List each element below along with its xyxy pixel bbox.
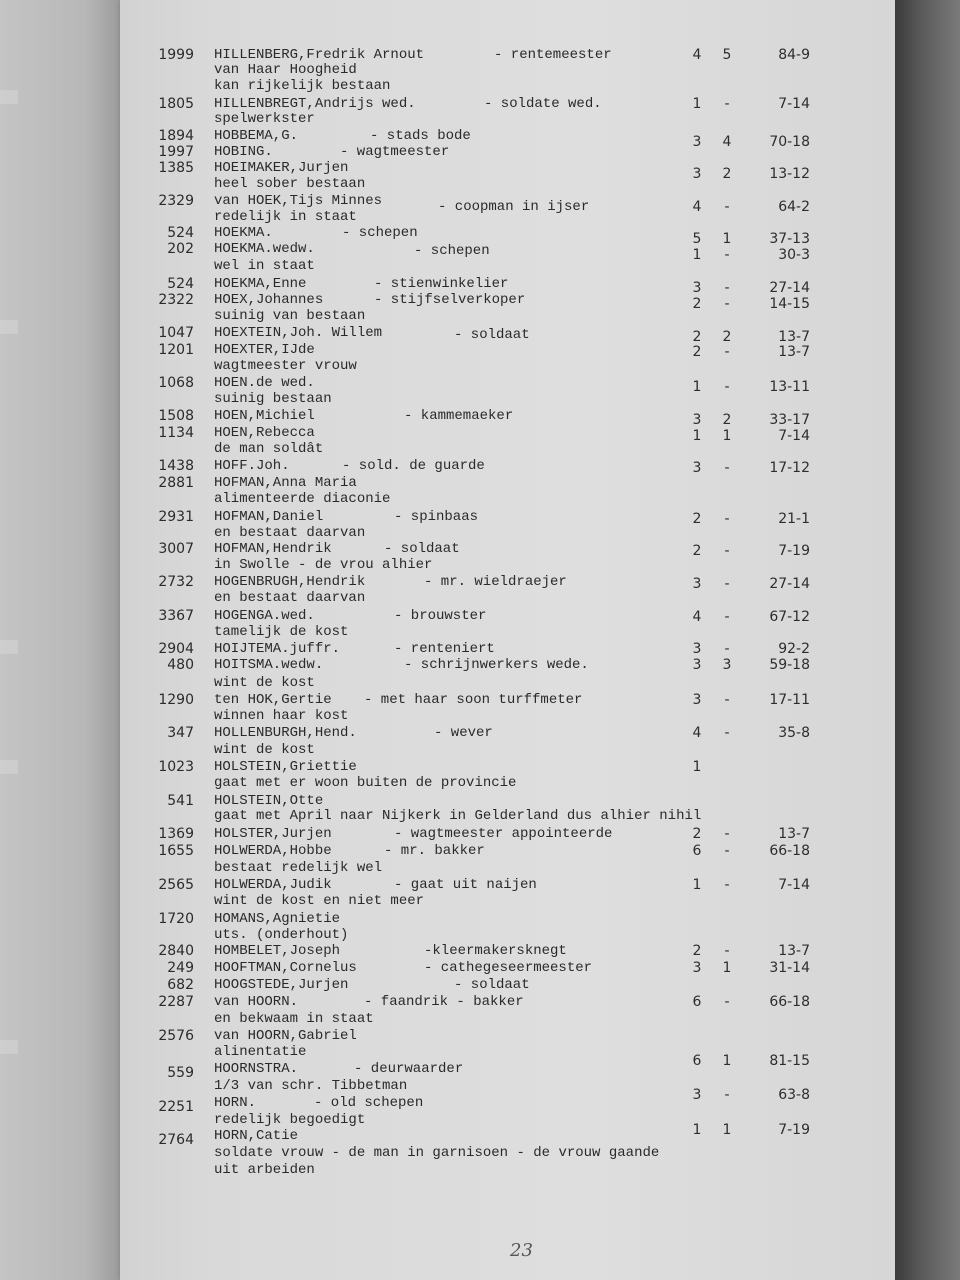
left-page-edge bbox=[0, 0, 120, 1280]
entry-occupation: - schepen bbox=[414, 243, 490, 259]
entry-row bbox=[120, 608, 895, 625]
entry-name: HOEKMA.wedw. bbox=[214, 241, 315, 257]
entry-row bbox=[120, 641, 895, 658]
entry-number: 1369 bbox=[158, 826, 194, 842]
entry-occupation: - coopman in ijser bbox=[438, 199, 590, 215]
entry-occupation: - stienwinkelier bbox=[374, 276, 509, 292]
entry-number: 2329 bbox=[158, 193, 194, 209]
entry-name: HOBBEMA,G. bbox=[214, 128, 299, 144]
entry-occupation: - mr. wieldraejer bbox=[424, 574, 567, 590]
entry-note: suinig van bestaan bbox=[214, 308, 366, 324]
entry-col2: - bbox=[724, 826, 730, 842]
entry-note: winnen haar kost bbox=[214, 708, 349, 724]
entry-note: en bestaat daarvan bbox=[214, 525, 366, 541]
entry-col2: 5 bbox=[722, 47, 732, 63]
entry-name: HILLENBREGT,Andrijs wed. bbox=[214, 96, 416, 112]
entry-name: van HOORN. bbox=[214, 994, 299, 1010]
entry-col1: 4 bbox=[692, 725, 702, 741]
entry-occupation: - soldate wed. bbox=[484, 96, 602, 112]
entry-col1: 1 bbox=[692, 877, 702, 893]
entry-col2: 1 bbox=[722, 231, 732, 247]
entry-col3: 21-1 bbox=[778, 511, 810, 527]
entry-col2: 1 bbox=[722, 1122, 732, 1138]
entry-col1: 5 bbox=[692, 231, 702, 247]
entry-number: 347 bbox=[167, 725, 194, 741]
entry-row bbox=[120, 325, 895, 345]
entry-col1: 6 bbox=[692, 994, 702, 1010]
entry-occupation: - faandrik - bakker bbox=[364, 994, 524, 1010]
entry-occupation: - stads bode bbox=[370, 128, 471, 144]
entry-note: spelwerkster bbox=[214, 111, 315, 127]
entry-occupation: - deurwaarder bbox=[354, 1061, 464, 1077]
entry-name: HOEIMAKER,Jurjen bbox=[214, 160, 349, 176]
entry-occupation: - gaat uit naijen bbox=[394, 877, 537, 893]
entry-col1: 2 bbox=[692, 826, 702, 842]
entry-number: 1134 bbox=[158, 425, 194, 441]
entry-name: HOITSMA.wedw. bbox=[214, 657, 324, 673]
entry-row bbox=[120, 657, 895, 674]
entry-number: 524 bbox=[167, 276, 194, 292]
entry-note: uts. (onderhout) bbox=[214, 927, 349, 943]
entry-row bbox=[120, 692, 895, 709]
entry-col1: 1 bbox=[692, 428, 702, 444]
entry-col2: - bbox=[724, 247, 730, 263]
entry-number: 2840 bbox=[158, 943, 194, 959]
entry-col3: 7-14 bbox=[778, 96, 810, 112]
entry-note: uit arbeiden bbox=[214, 1162, 315, 1178]
entry-number: 480 bbox=[167, 657, 194, 673]
entry-occupation: - soldaat bbox=[454, 977, 530, 993]
entry-number: 1508 bbox=[158, 408, 194, 424]
entry-number: 2576 bbox=[158, 1028, 194, 1044]
entry-col3: 63-8 bbox=[778, 1087, 810, 1103]
entry-col1: 2 bbox=[692, 344, 702, 360]
entry-note: tamelijk de kost bbox=[214, 624, 349, 640]
entry-col3: 7-19 bbox=[778, 543, 810, 559]
entry-note: redelijk begoedigt bbox=[214, 1112, 366, 1128]
entry-row bbox=[120, 826, 895, 843]
entry-name: van HOORN,Gabriel bbox=[214, 1028, 357, 1044]
entry-row bbox=[120, 375, 895, 395]
entry-col1: 3 bbox=[692, 460, 702, 476]
entry-col3: 30-3 bbox=[778, 247, 810, 263]
entry-number: 1655 bbox=[158, 843, 194, 859]
entry-row bbox=[120, 1053, 895, 1081]
entry-name: HOIJTEMA.juffr. bbox=[214, 641, 341, 657]
entry-col1: 3 bbox=[692, 280, 702, 296]
entry-col3: 13-7 bbox=[778, 344, 810, 360]
entry-name: HOEN,Michiel bbox=[214, 408, 315, 424]
entry-col2: - bbox=[724, 344, 730, 360]
entry-occupation: - cathegeseermeester bbox=[424, 960, 593, 976]
entry-col1: 4 bbox=[692, 609, 702, 625]
entry-note: en bekwaam in staat bbox=[214, 1011, 374, 1027]
entry-row bbox=[120, 1122, 895, 1148]
entry-number: 2764 bbox=[158, 1132, 194, 1148]
entry-row bbox=[120, 225, 895, 247]
entry-col1: 1 bbox=[692, 759, 702, 775]
entry-col2: 4 bbox=[722, 134, 732, 150]
entry-col3: 14-15 bbox=[769, 296, 810, 312]
entry-row bbox=[120, 877, 895, 894]
entry-col3: 7-14 bbox=[778, 877, 810, 893]
entry-occupation: - wagtmeester appointeerde bbox=[394, 826, 613, 842]
entry-occupation: - schepen bbox=[342, 225, 418, 241]
entry-row bbox=[120, 541, 895, 558]
entry-name: HOMANS,Agnietie bbox=[214, 911, 341, 927]
entry-note: van Haar Hoogheid bbox=[214, 62, 357, 78]
entry-number: 1720 bbox=[158, 911, 194, 927]
entry-col2: - bbox=[724, 641, 730, 657]
entry-occupation: - soldaat bbox=[384, 541, 460, 557]
entry-col2: - bbox=[724, 280, 730, 296]
entry-occupation: - soldaat bbox=[454, 327, 530, 343]
entry-note: gaat met er woon buiten de provincie bbox=[214, 775, 517, 791]
entry-name: HOLSTER,Jurjen bbox=[214, 826, 332, 842]
entry-number: 1068 bbox=[158, 375, 194, 391]
entry-name: ten HOK,Gertie bbox=[214, 692, 332, 708]
entry-col1: 2 bbox=[692, 543, 702, 559]
entry-name: HOEKMA,Enne bbox=[214, 276, 307, 292]
entry-occupation: - wever bbox=[434, 725, 493, 741]
entry-note: heel sober bestaan bbox=[214, 176, 366, 192]
entry-col2: - bbox=[724, 576, 730, 592]
entry-note: wint de kost bbox=[214, 742, 315, 758]
entry-note: 1/3 van schr. Tibbetman bbox=[214, 1078, 408, 1094]
entry-row bbox=[120, 144, 895, 161]
entry-number: 3007 bbox=[158, 541, 194, 557]
entry-col2: - bbox=[724, 943, 730, 959]
entry-note: wagtmeester vrouw bbox=[214, 358, 357, 374]
entry-name: HOMBELET,Joseph bbox=[214, 943, 341, 959]
entry-name: HOGENGA.wed. bbox=[214, 608, 315, 624]
entry-row bbox=[120, 458, 895, 475]
entry-row bbox=[120, 960, 895, 977]
entry-col1: 1 bbox=[692, 379, 702, 395]
entry-col2: - bbox=[724, 843, 730, 859]
entry-col1: 2 bbox=[692, 511, 702, 527]
entry-name: HOOGSTEDE,Jurjen bbox=[214, 977, 349, 993]
entry-occupation: - rentemeester bbox=[494, 47, 612, 63]
entry-number: 2565 bbox=[158, 877, 194, 893]
entry-col2: - bbox=[724, 994, 730, 1010]
entry-occupation: - sold. de guarde bbox=[342, 458, 485, 474]
entry-col3: 37-13 bbox=[769, 231, 810, 247]
entry-number: 1805 bbox=[158, 96, 194, 112]
entry-note: de man soldât bbox=[214, 441, 324, 457]
entry-number: 1023 bbox=[158, 759, 194, 775]
entry-col3: 66-18 bbox=[769, 994, 810, 1010]
entry-occupation: - old schepen bbox=[314, 1095, 424, 1111]
entry-name: HOLSTEIN,Otte bbox=[214, 793, 324, 809]
entry-name: HOEN.de wed. bbox=[214, 375, 315, 391]
entry-row bbox=[120, 1028, 895, 1045]
entry-occupation: -kleermakersknegt bbox=[424, 943, 567, 959]
entry-row bbox=[120, 843, 895, 860]
entry-note: alinentatie bbox=[214, 1044, 307, 1060]
entry-name: HOEX,Johannes bbox=[214, 292, 324, 308]
entry-col3: 35-8 bbox=[778, 725, 810, 741]
entry-col2: - bbox=[724, 543, 730, 559]
entry-name: HOGENBRUGH,Hendrik bbox=[214, 574, 366, 590]
entry-number: 2251 bbox=[158, 1099, 194, 1115]
entry-col3: 13-12 bbox=[769, 166, 810, 182]
entry-occupation: - kammemaeker bbox=[404, 408, 514, 424]
entry-name: HOEXTER,IJde bbox=[214, 342, 315, 358]
entry-col3: 27-14 bbox=[769, 576, 810, 592]
entry-col1: 3 bbox=[692, 657, 702, 673]
entry-col3: 13-11 bbox=[769, 379, 810, 395]
entry-number: 1997 bbox=[158, 144, 194, 160]
entry-row bbox=[120, 977, 895, 994]
entry-col2: - bbox=[724, 511, 730, 527]
entry-col2: - bbox=[724, 296, 730, 312]
entry-number: 559 bbox=[167, 1065, 194, 1081]
entry-col2: - bbox=[724, 199, 730, 215]
entry-note: alimenteerde diaconie bbox=[214, 491, 391, 507]
entry-note: wint de kost en niet meer bbox=[214, 893, 425, 909]
entry-col3: 81-15 bbox=[769, 1053, 810, 1069]
entry-row bbox=[120, 994, 895, 1011]
entry-number: 202 bbox=[167, 241, 194, 257]
entry-col1: 3 bbox=[692, 412, 702, 428]
document-page bbox=[120, 0, 895, 1280]
entry-row bbox=[120, 725, 895, 742]
entry-col1: 4 bbox=[692, 47, 702, 63]
entry-col2: - bbox=[724, 379, 730, 395]
entry-row bbox=[120, 574, 895, 591]
entry-col3: 7-19 bbox=[778, 1122, 810, 1138]
entry-note: wel in staat bbox=[214, 258, 315, 274]
entry-col3: 92-2 bbox=[778, 641, 810, 657]
entry-name: HOLLENBURGH,Hend. bbox=[214, 725, 357, 741]
entry-number: 2881 bbox=[158, 475, 194, 491]
entry-row bbox=[120, 241, 895, 263]
entry-row bbox=[120, 276, 895, 296]
entry-row bbox=[120, 193, 895, 215]
entry-col2: 2 bbox=[722, 166, 732, 182]
entry-col1: 6 bbox=[692, 1053, 702, 1069]
entry-name: HOLWERDA,Judik bbox=[214, 877, 332, 893]
entry-col2: 1 bbox=[722, 960, 732, 976]
entry-col1: 3 bbox=[692, 641, 702, 657]
entry-number: 2931 bbox=[158, 509, 194, 525]
entry-name: HOFMAN,Anna Maria bbox=[214, 475, 357, 491]
entry-row bbox=[120, 509, 895, 526]
entry-note: en bestaat daarvan bbox=[214, 590, 366, 606]
entry-note: gaat met April naar Nijkerk in Gelderland dus alhier nihil bbox=[214, 808, 702, 824]
entry-number: 2322 bbox=[158, 292, 194, 308]
entry-number: 1290 bbox=[158, 692, 194, 708]
entry-row bbox=[120, 160, 895, 182]
entry-name: HOOFTMAN,Cornelus bbox=[214, 960, 357, 976]
entry-col3: 27-14 bbox=[769, 280, 810, 296]
entry-name: HOEN,Rebecca bbox=[214, 425, 315, 441]
entry-number: 541 bbox=[167, 793, 194, 809]
entry-note: suinig bestaan bbox=[214, 391, 332, 407]
entry-col2: 1 bbox=[722, 1053, 732, 1069]
entry-col1: 3 bbox=[692, 1087, 702, 1103]
entry-row bbox=[120, 128, 895, 150]
entry-number: 3367 bbox=[158, 608, 194, 624]
entry-col1: 4 bbox=[692, 199, 702, 215]
entry-col2: - bbox=[724, 877, 730, 893]
entry-col3: 17-11 bbox=[769, 692, 810, 708]
entry-col3: 59-18 bbox=[769, 657, 810, 673]
entry-name: HOLWERDA,Hobbe bbox=[214, 843, 332, 859]
entry-col3: 13-7 bbox=[778, 826, 810, 842]
entry-occupation: - schrijnwerkers wede. bbox=[404, 657, 589, 673]
entry-col2: - bbox=[724, 609, 730, 625]
entry-name: van HOEK,Tijs Minnes bbox=[214, 193, 383, 209]
entry-row bbox=[120, 425, 895, 442]
entry-col1: 3 bbox=[692, 576, 702, 592]
entry-note: kan rijkelijk bestaan bbox=[214, 78, 391, 94]
entry-col1: 3 bbox=[692, 166, 702, 182]
entry-col2: 1 bbox=[722, 428, 732, 444]
entry-number: 1894 bbox=[158, 128, 194, 144]
entry-col2: 3 bbox=[722, 657, 732, 673]
entry-name: HOFMAN,Hendrik bbox=[214, 541, 332, 557]
entry-number: 1999 bbox=[158, 47, 194, 63]
entry-number: 1201 bbox=[158, 342, 194, 358]
binding-shadow bbox=[895, 0, 960, 1280]
entry-name: HOEXTEIN,Joh. Willem bbox=[214, 325, 383, 341]
entry-name: HILLENBERG,Fredrik Arnout bbox=[214, 47, 425, 63]
entry-name: HOLSTEIN,Griettie bbox=[214, 759, 357, 775]
entry-occupation: - brouwster bbox=[394, 608, 487, 624]
entry-occupation: - met haar soon turffmeter bbox=[364, 692, 583, 708]
entry-col2: 2 bbox=[722, 329, 732, 345]
entry-col3: 67-12 bbox=[769, 609, 810, 625]
entry-number: 1047 bbox=[158, 325, 194, 341]
entry-col2: 2 bbox=[722, 412, 732, 428]
entry-col3: 64-2 bbox=[778, 199, 810, 215]
entry-col1: 1 bbox=[692, 1122, 702, 1138]
entry-number: 249 bbox=[167, 960, 194, 976]
entry-name: HOFF.Joh. bbox=[214, 458, 290, 474]
entry-note: wint de kost bbox=[214, 675, 315, 691]
entry-col1: 3 bbox=[692, 960, 702, 976]
entry-col2: - bbox=[724, 460, 730, 476]
entry-number: 524 bbox=[167, 225, 194, 241]
entry-note: soldate vrouw - de man in garnisoen - de vrouw gaande bbox=[214, 1145, 660, 1161]
entry-col1: 1 bbox=[692, 247, 702, 263]
entry-note: bestaat redelijk wel bbox=[214, 860, 383, 876]
entry-col3: 66-18 bbox=[769, 843, 810, 859]
entry-occupation: - renteniert bbox=[394, 641, 495, 657]
entry-number: 1438 bbox=[158, 458, 194, 474]
entry-col3: 31-14 bbox=[769, 960, 810, 976]
entry-col3: 7-14 bbox=[778, 428, 810, 444]
entry-col3: 17-12 bbox=[769, 460, 810, 476]
entry-name: HOEKMA. bbox=[214, 225, 273, 241]
entry-col2: - bbox=[724, 692, 730, 708]
entry-row bbox=[120, 475, 895, 492]
entry-col2: - bbox=[724, 96, 730, 112]
entry-row bbox=[120, 408, 895, 428]
page-number: 23 bbox=[510, 1240, 533, 1261]
entry-name: HORN,Catie bbox=[214, 1128, 299, 1144]
entry-col1: 3 bbox=[692, 134, 702, 150]
entry-row bbox=[120, 943, 895, 960]
entry-number: 2732 bbox=[158, 574, 194, 590]
entry-name: HOORNSTRA. bbox=[214, 1061, 299, 1077]
entry-occupation: - stijfselverkoper bbox=[374, 292, 526, 308]
entry-col3: 70-18 bbox=[769, 134, 810, 150]
entry-occupation: - wagtmeester bbox=[340, 144, 450, 160]
entry-occupation: - mr. bakker bbox=[384, 843, 485, 859]
entry-row bbox=[120, 342, 895, 359]
entry-number: 1385 bbox=[158, 160, 194, 176]
entry-name: HOFMAN,Daniel bbox=[214, 509, 324, 525]
entry-number: 2904 bbox=[158, 641, 194, 657]
entry-col1: 2 bbox=[692, 943, 702, 959]
entry-col3: 33-17 bbox=[769, 412, 810, 428]
entry-note: redelijk in staat bbox=[214, 209, 357, 225]
entry-col1: 3 bbox=[692, 692, 702, 708]
entry-col3: 13-7 bbox=[778, 943, 810, 959]
entry-number: 2287 bbox=[158, 994, 194, 1010]
entry-row bbox=[120, 759, 895, 776]
entry-col2: - bbox=[724, 725, 730, 741]
entry-col2: - bbox=[724, 1087, 730, 1103]
entry-col3: 84-9 bbox=[778, 47, 810, 63]
entry-row bbox=[120, 1087, 895, 1115]
entry-row bbox=[120, 911, 895, 928]
entry-col1: 2 bbox=[692, 329, 702, 345]
entry-col1: 2 bbox=[692, 296, 702, 312]
entry-note: in Swolle - de vrou alhier bbox=[214, 557, 433, 573]
entry-col3: 13-7 bbox=[778, 329, 810, 345]
entry-occupation: - spinbaas bbox=[394, 509, 479, 525]
entry-name: HORN. bbox=[214, 1095, 257, 1111]
entry-number: 682 bbox=[167, 977, 194, 993]
entry-row bbox=[120, 292, 895, 312]
entry-col1: 1 bbox=[692, 96, 702, 112]
entry-name: HOBING. bbox=[214, 144, 273, 160]
entry-col1: 6 bbox=[692, 843, 702, 859]
